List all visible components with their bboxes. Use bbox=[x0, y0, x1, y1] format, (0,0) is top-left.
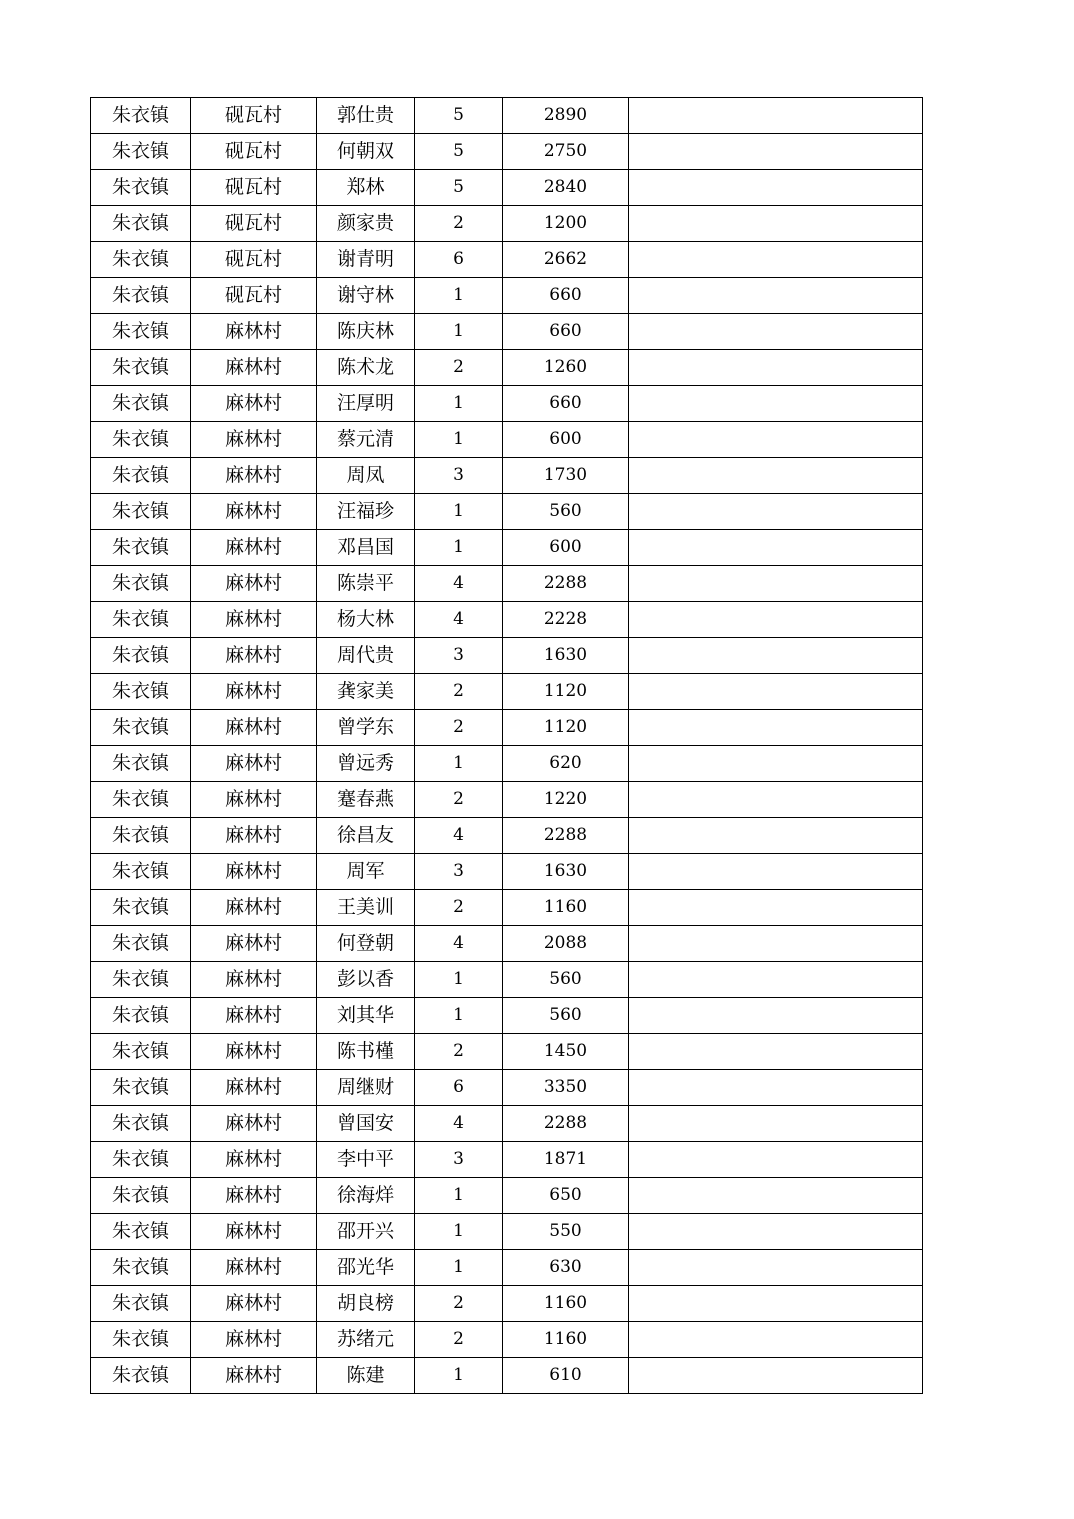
table-row bbox=[91, 926, 923, 962]
name-cell: 陈庆林 bbox=[317, 314, 415, 350]
town-cell: 朱衣镇 bbox=[91, 566, 191, 602]
table-row bbox=[91, 818, 923, 854]
village-cell: 麻林村 bbox=[191, 1322, 317, 1358]
village-cell: 砚瓦村 bbox=[191, 134, 317, 170]
town-cell: 朱衣镇 bbox=[91, 962, 191, 998]
town-cell: 朱衣镇 bbox=[91, 638, 191, 674]
name-cell: 谢青明 bbox=[317, 242, 415, 278]
name-cell: 周继财 bbox=[317, 1070, 415, 1106]
note-cell bbox=[629, 206, 923, 242]
note-cell bbox=[629, 1070, 923, 1106]
town-cell: 朱衣镇 bbox=[91, 1250, 191, 1286]
town-cell: 朱衣镇 bbox=[91, 494, 191, 530]
table-row bbox=[91, 710, 923, 746]
note-cell bbox=[629, 1142, 923, 1178]
town-cell: 朱衣镇 bbox=[91, 854, 191, 890]
note-cell bbox=[629, 566, 923, 602]
amount-cell: 550 bbox=[503, 1214, 629, 1250]
count-cell: 2 bbox=[415, 1322, 503, 1358]
table-row bbox=[91, 530, 923, 566]
table-row bbox=[91, 386, 923, 422]
name-cell: 李中平 bbox=[317, 1142, 415, 1178]
town-cell: 朱衣镇 bbox=[91, 422, 191, 458]
name-cell: 徐昌友 bbox=[317, 818, 415, 854]
note-cell bbox=[629, 638, 923, 674]
table-row bbox=[91, 1250, 923, 1286]
table-row bbox=[91, 638, 923, 674]
name-cell: 邵开兴 bbox=[317, 1214, 415, 1250]
note-cell bbox=[629, 1214, 923, 1250]
note-cell bbox=[629, 1322, 923, 1358]
count-cell: 3 bbox=[415, 854, 503, 890]
town-cell: 朱衣镇 bbox=[91, 1070, 191, 1106]
note-cell bbox=[629, 314, 923, 350]
count-cell: 3 bbox=[415, 1142, 503, 1178]
note-cell bbox=[629, 1034, 923, 1070]
town-cell: 朱衣镇 bbox=[91, 1322, 191, 1358]
town-cell: 朱衣镇 bbox=[91, 782, 191, 818]
town-cell: 朱衣镇 bbox=[91, 242, 191, 278]
amount-cell: 1450 bbox=[503, 1034, 629, 1070]
amount-cell: 1160 bbox=[503, 1286, 629, 1322]
count-cell: 6 bbox=[415, 242, 503, 278]
count-cell: 4 bbox=[415, 926, 503, 962]
count-cell: 1 bbox=[415, 998, 503, 1034]
table-row bbox=[91, 602, 923, 638]
village-cell: 麻林村 bbox=[191, 422, 317, 458]
village-cell: 麻林村 bbox=[191, 314, 317, 350]
note-cell bbox=[629, 1178, 923, 1214]
table-row bbox=[91, 566, 923, 602]
name-cell: 陈书槿 bbox=[317, 1034, 415, 1070]
table-row bbox=[91, 494, 923, 530]
table-row bbox=[91, 278, 923, 314]
town-cell: 朱衣镇 bbox=[91, 170, 191, 206]
table-row bbox=[91, 674, 923, 710]
village-cell: 麻林村 bbox=[191, 674, 317, 710]
village-cell: 麻林村 bbox=[191, 350, 317, 386]
town-cell: 朱衣镇 bbox=[91, 206, 191, 242]
note-cell bbox=[629, 350, 923, 386]
count-cell: 3 bbox=[415, 638, 503, 674]
count-cell: 2 bbox=[415, 710, 503, 746]
note-cell bbox=[629, 386, 923, 422]
town-cell: 朱衣镇 bbox=[91, 674, 191, 710]
town-cell: 朱衣镇 bbox=[91, 98, 191, 134]
amount-cell: 2890 bbox=[503, 98, 629, 134]
count-cell: 1 bbox=[415, 314, 503, 350]
table-row bbox=[91, 1106, 923, 1142]
village-cell: 麻林村 bbox=[191, 962, 317, 998]
name-cell: 曾学东 bbox=[317, 710, 415, 746]
town-cell: 朱衣镇 bbox=[91, 134, 191, 170]
count-cell: 1 bbox=[415, 494, 503, 530]
count-cell: 1 bbox=[415, 278, 503, 314]
name-cell: 邵光华 bbox=[317, 1250, 415, 1286]
count-cell: 2 bbox=[415, 350, 503, 386]
table-row bbox=[91, 134, 923, 170]
village-cell: 麻林村 bbox=[191, 746, 317, 782]
table-row bbox=[91, 1070, 923, 1106]
name-cell: 王美训 bbox=[317, 890, 415, 926]
table-row bbox=[91, 962, 923, 998]
village-cell: 麻林村 bbox=[191, 782, 317, 818]
amount-cell: 2288 bbox=[503, 1106, 629, 1142]
amount-cell: 1200 bbox=[503, 206, 629, 242]
count-cell: 5 bbox=[415, 98, 503, 134]
village-cell: 麻林村 bbox=[191, 710, 317, 746]
data-table bbox=[90, 97, 923, 1394]
town-cell: 朱衣镇 bbox=[91, 386, 191, 422]
table-row bbox=[91, 890, 923, 926]
table-row bbox=[91, 782, 923, 818]
name-cell: 陈术龙 bbox=[317, 350, 415, 386]
village-cell: 砚瓦村 bbox=[191, 278, 317, 314]
table-row bbox=[91, 854, 923, 890]
table-row bbox=[91, 422, 923, 458]
table-row bbox=[91, 98, 923, 134]
name-cell: 周凤 bbox=[317, 458, 415, 494]
town-cell: 朱衣镇 bbox=[91, 998, 191, 1034]
table-row bbox=[91, 314, 923, 350]
village-cell: 麻林村 bbox=[191, 494, 317, 530]
note-cell bbox=[629, 278, 923, 314]
note-cell bbox=[629, 1250, 923, 1286]
village-cell: 麻林村 bbox=[191, 386, 317, 422]
amount-cell: 660 bbox=[503, 314, 629, 350]
count-cell: 5 bbox=[415, 170, 503, 206]
name-cell: 蔡元清 bbox=[317, 422, 415, 458]
town-cell: 朱衣镇 bbox=[91, 926, 191, 962]
town-cell: 朱衣镇 bbox=[91, 350, 191, 386]
amount-cell: 1871 bbox=[503, 1142, 629, 1178]
table-row bbox=[91, 1358, 923, 1394]
note-cell bbox=[629, 602, 923, 638]
note-cell bbox=[629, 962, 923, 998]
name-cell: 何登朝 bbox=[317, 926, 415, 962]
village-cell: 麻林村 bbox=[191, 1214, 317, 1250]
town-cell: 朱衣镇 bbox=[91, 530, 191, 566]
count-cell: 4 bbox=[415, 818, 503, 854]
table-row bbox=[91, 1322, 923, 1358]
amount-cell: 2662 bbox=[503, 242, 629, 278]
note-cell bbox=[629, 1286, 923, 1322]
table-row bbox=[91, 998, 923, 1034]
amount-cell: 2288 bbox=[503, 566, 629, 602]
table-row bbox=[91, 1034, 923, 1070]
town-cell: 朱衣镇 bbox=[91, 278, 191, 314]
name-cell: 苏绪元 bbox=[317, 1322, 415, 1358]
name-cell: 刘其华 bbox=[317, 998, 415, 1034]
amount-cell: 1260 bbox=[503, 350, 629, 386]
note-cell bbox=[629, 818, 923, 854]
town-cell: 朱衣镇 bbox=[91, 1034, 191, 1070]
table-row bbox=[91, 1142, 923, 1178]
amount-cell: 1730 bbox=[503, 458, 629, 494]
amount-cell: 1630 bbox=[503, 854, 629, 890]
name-cell: 曾国安 bbox=[317, 1106, 415, 1142]
note-cell bbox=[629, 458, 923, 494]
name-cell: 杨大林 bbox=[317, 602, 415, 638]
town-cell: 朱衣镇 bbox=[91, 1358, 191, 1394]
note-cell bbox=[629, 890, 923, 926]
village-cell: 麻林村 bbox=[191, 1106, 317, 1142]
count-cell: 1 bbox=[415, 422, 503, 458]
village-cell: 麻林村 bbox=[191, 566, 317, 602]
count-cell: 2 bbox=[415, 782, 503, 818]
town-cell: 朱衣镇 bbox=[91, 1142, 191, 1178]
note-cell bbox=[629, 1106, 923, 1142]
table-row bbox=[91, 206, 923, 242]
name-cell: 胡良榜 bbox=[317, 1286, 415, 1322]
table-row bbox=[91, 458, 923, 494]
village-cell: 麻林村 bbox=[191, 638, 317, 674]
town-cell: 朱衣镇 bbox=[91, 710, 191, 746]
village-cell: 麻林村 bbox=[191, 926, 317, 962]
note-cell bbox=[629, 242, 923, 278]
amount-cell: 1220 bbox=[503, 782, 629, 818]
amount-cell: 2228 bbox=[503, 602, 629, 638]
count-cell: 2 bbox=[415, 890, 503, 926]
name-cell: 郭仕贵 bbox=[317, 98, 415, 134]
count-cell: 2 bbox=[415, 206, 503, 242]
name-cell: 陈崇平 bbox=[317, 566, 415, 602]
count-cell: 2 bbox=[415, 1286, 503, 1322]
village-cell: 砚瓦村 bbox=[191, 242, 317, 278]
name-cell: 彭以香 bbox=[317, 962, 415, 998]
note-cell bbox=[629, 674, 923, 710]
count-cell: 2 bbox=[415, 674, 503, 710]
name-cell: 颜家贵 bbox=[317, 206, 415, 242]
town-cell: 朱衣镇 bbox=[91, 746, 191, 782]
count-cell: 5 bbox=[415, 134, 503, 170]
village-cell: 麻林村 bbox=[191, 998, 317, 1034]
village-cell: 麻林村 bbox=[191, 1286, 317, 1322]
amount-cell: 2750 bbox=[503, 134, 629, 170]
note-cell bbox=[629, 782, 923, 818]
amount-cell: 2288 bbox=[503, 818, 629, 854]
note-cell bbox=[629, 98, 923, 134]
village-cell: 麻林村 bbox=[191, 1358, 317, 1394]
amount-cell: 660 bbox=[503, 278, 629, 314]
village-cell: 麻林村 bbox=[191, 602, 317, 638]
name-cell: 徐海烊 bbox=[317, 1178, 415, 1214]
amount-cell: 2088 bbox=[503, 926, 629, 962]
village-cell: 麻林村 bbox=[191, 854, 317, 890]
count-cell: 3 bbox=[415, 458, 503, 494]
amount-cell: 2840 bbox=[503, 170, 629, 206]
note-cell bbox=[629, 1358, 923, 1394]
name-cell: 郑林 bbox=[317, 170, 415, 206]
town-cell: 朱衣镇 bbox=[91, 458, 191, 494]
table-row bbox=[91, 1214, 923, 1250]
table-body bbox=[91, 98, 923, 1394]
village-cell: 麻林村 bbox=[191, 818, 317, 854]
note-cell bbox=[629, 170, 923, 206]
name-cell: 谢守林 bbox=[317, 278, 415, 314]
count-cell: 1 bbox=[415, 1214, 503, 1250]
town-cell: 朱衣镇 bbox=[91, 1214, 191, 1250]
name-cell: 邓昌国 bbox=[317, 530, 415, 566]
count-cell: 1 bbox=[415, 386, 503, 422]
village-cell: 麻林村 bbox=[191, 1250, 317, 1286]
name-cell: 曾远秀 bbox=[317, 746, 415, 782]
name-cell: 汪厚明 bbox=[317, 386, 415, 422]
amount-cell: 660 bbox=[503, 386, 629, 422]
note-cell bbox=[629, 422, 923, 458]
table-row bbox=[91, 1178, 923, 1214]
village-cell: 麻林村 bbox=[191, 458, 317, 494]
note-cell bbox=[629, 530, 923, 566]
count-cell: 1 bbox=[415, 962, 503, 998]
count-cell: 1 bbox=[415, 1250, 503, 1286]
amount-cell: 1120 bbox=[503, 674, 629, 710]
note-cell bbox=[629, 494, 923, 530]
amount-cell: 560 bbox=[503, 998, 629, 1034]
town-cell: 朱衣镇 bbox=[91, 818, 191, 854]
town-cell: 朱衣镇 bbox=[91, 314, 191, 350]
name-cell: 汪福珍 bbox=[317, 494, 415, 530]
count-cell: 4 bbox=[415, 1106, 503, 1142]
count-cell: 6 bbox=[415, 1070, 503, 1106]
name-cell: 周军 bbox=[317, 854, 415, 890]
village-cell: 砚瓦村 bbox=[191, 206, 317, 242]
village-cell: 麻林村 bbox=[191, 890, 317, 926]
note-cell bbox=[629, 710, 923, 746]
table-row bbox=[91, 746, 923, 782]
amount-cell: 1120 bbox=[503, 710, 629, 746]
village-cell: 麻林村 bbox=[191, 1178, 317, 1214]
count-cell: 1 bbox=[415, 746, 503, 782]
count-cell: 1 bbox=[415, 530, 503, 566]
table-row bbox=[91, 170, 923, 206]
village-cell: 砚瓦村 bbox=[191, 170, 317, 206]
town-cell: 朱衣镇 bbox=[91, 1106, 191, 1142]
town-cell: 朱衣镇 bbox=[91, 602, 191, 638]
amount-cell: 560 bbox=[503, 962, 629, 998]
count-cell: 4 bbox=[415, 602, 503, 638]
village-cell: 麻林村 bbox=[191, 1034, 317, 1070]
note-cell bbox=[629, 854, 923, 890]
name-cell: 周代贵 bbox=[317, 638, 415, 674]
name-cell: 陈建 bbox=[317, 1358, 415, 1394]
town-cell: 朱衣镇 bbox=[91, 1286, 191, 1322]
amount-cell: 620 bbox=[503, 746, 629, 782]
village-cell: 麻林村 bbox=[191, 1142, 317, 1178]
name-cell: 何朝双 bbox=[317, 134, 415, 170]
name-cell: 龚家美 bbox=[317, 674, 415, 710]
amount-cell: 1160 bbox=[503, 890, 629, 926]
note-cell bbox=[629, 746, 923, 782]
amount-cell: 600 bbox=[503, 422, 629, 458]
amount-cell: 600 bbox=[503, 530, 629, 566]
amount-cell: 610 bbox=[503, 1358, 629, 1394]
amount-cell: 560 bbox=[503, 494, 629, 530]
table-row bbox=[91, 350, 923, 386]
table-row bbox=[91, 1286, 923, 1322]
count-cell: 1 bbox=[415, 1358, 503, 1394]
note-cell bbox=[629, 926, 923, 962]
note-cell bbox=[629, 134, 923, 170]
village-cell: 麻林村 bbox=[191, 530, 317, 566]
amount-cell: 630 bbox=[503, 1250, 629, 1286]
note-cell bbox=[629, 998, 923, 1034]
amount-cell: 1630 bbox=[503, 638, 629, 674]
name-cell: 蹇春燕 bbox=[317, 782, 415, 818]
count-cell: 4 bbox=[415, 566, 503, 602]
table-row bbox=[91, 242, 923, 278]
amount-cell: 650 bbox=[503, 1178, 629, 1214]
count-cell: 1 bbox=[415, 1178, 503, 1214]
amount-cell: 3350 bbox=[503, 1070, 629, 1106]
village-cell: 砚瓦村 bbox=[191, 98, 317, 134]
amount-cell: 1160 bbox=[503, 1322, 629, 1358]
town-cell: 朱衣镇 bbox=[91, 890, 191, 926]
town-cell: 朱衣镇 bbox=[91, 1178, 191, 1214]
village-cell: 麻林村 bbox=[191, 1070, 317, 1106]
count-cell: 2 bbox=[415, 1034, 503, 1070]
